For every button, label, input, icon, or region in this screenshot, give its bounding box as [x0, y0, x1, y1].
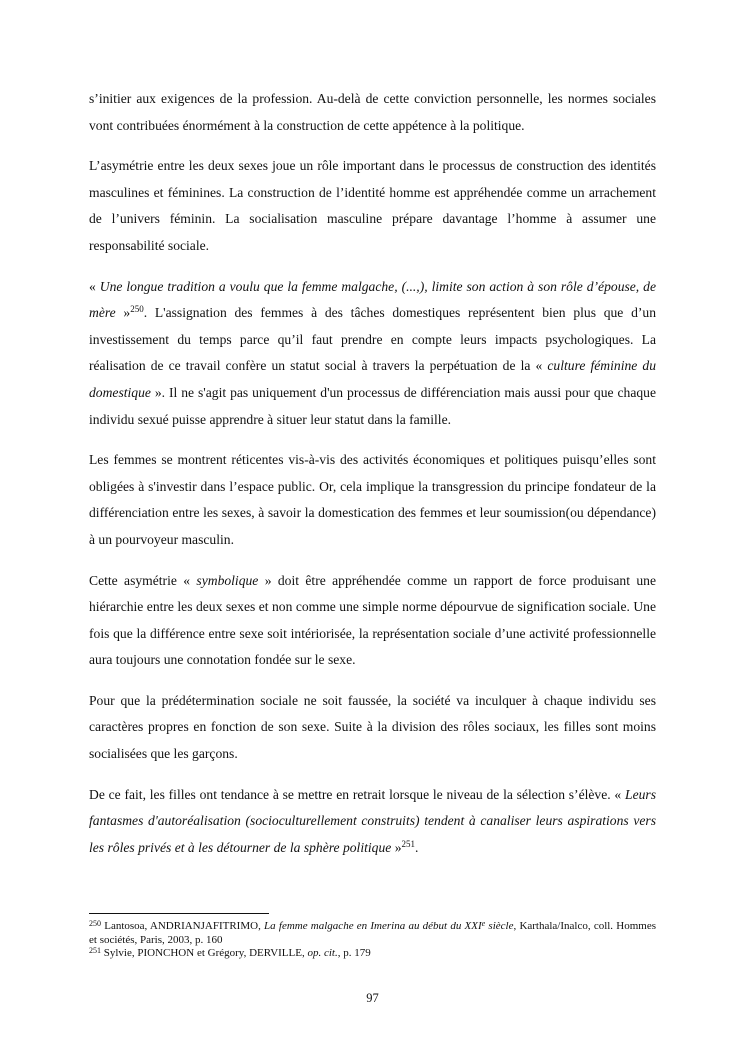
paragraph-7-text-a: De ce fait, les filles ont tendance à se mettre en retrait lorsque le niveau de la sélection s’élève. «	[89, 786, 626, 802]
quotation-italic: Une longue tradition a voulu que la femme malgache, (...,), limite son action à son rôle d’épouse, de mère	[89, 278, 656, 321]
footnote-title: op. cit.	[307, 947, 338, 959]
paragraph-5-text-a: Cette asymétrie «	[89, 572, 197, 588]
footnote-250	[89, 920, 656, 947]
quote-open-mark: «	[89, 278, 100, 294]
footnote-title-end: siècle	[485, 920, 514, 932]
footnotes	[89, 920, 656, 961]
paragraph-4	[89, 447, 656, 553]
footnote-title: La femme malgache en Imerina au début du XXI	[264, 920, 482, 932]
quote-close-mark: »	[115, 305, 131, 321]
paragraph-6-text: Pour que la prédétermination sociale ne soit faussée, la société va inculquer à chaque individu ses caractères propres en fonction de son sexe. Suite à la division des rôles sociaux, les filles sont moins socialisées que les garçons.	[89, 692, 656, 762]
footnote-details: , Karthala/Inalco, coll. Hommes et sociétés, Paris, 2003, p. 160	[89, 920, 656, 946]
italic-term: culture féminine du domestique	[89, 358, 656, 400]
italic-term: symbolique	[196, 572, 259, 588]
quote-close-mark: »	[391, 839, 402, 855]
footnote-number: 251	[89, 946, 101, 955]
paragraph-2-text: L’asymétrie entre les deux sexes joue un rôle important dans le processus de construction des identités masculines et féminines. La construction de l’identité homme est appréhendée comme un arrachement de l’univers féminin. La socialisation masculine prépare davantage l’homme à assumer une responsabilité sociale.	[89, 158, 656, 253]
paragraph-3-text-a: . L'assignation des femmes à des tâches domestiques représentent bien plus que d’un investissement du temps parce qu’il faut prendre en compte leurs impacts psychologiques. La réalisation de ce travail confère un statut social à travers la perpétuation de la «	[89, 305, 656, 374]
paragraph-4-text: Les femmes se montrent réticentes vis-à-vis des activités économiques et politiques puisqu’elles sont obligées à s'investir dans l’espace public. Or, cela implique la transgression du principe fondateur de la différenciation entre les sexes, à savoir la domestication des femmes et leur soumission(ou dépendance) à un pourvoyeur masculin.	[89, 452, 656, 547]
footnote-ref-251[interactable]: 251	[401, 838, 415, 849]
paragraph-3	[89, 274, 656, 434]
footnote-author: Lantosoa, ANDRIANJAFITRIMO,	[101, 920, 265, 932]
footnote-title-superscript: e	[481, 919, 486, 928]
quotation-italic: Leurs fantasmes d'autoréalisation (socioculturellement construits) tendent à canaliser leurs aspirations vers les rôles privés et à les détourner de la sphère politique	[89, 786, 656, 855]
footnote-number: 250	[89, 919, 101, 928]
footnote-author: Sylvie, PIONCHON et Grégory, DERVILLE,	[101, 947, 308, 959]
paragraph-7-text-b: .	[415, 839, 419, 855]
footnote-251	[89, 947, 656, 961]
paragraph-7	[89, 782, 656, 862]
main-text	[89, 86, 656, 861]
paragraph-5-text-b: » doit être appréhendée comme un rapport de force produisant une hiérarchie entre les deux sexes et non comme une simple norme dépourvue de signification sociale. Une fois que la différence entre sexe soit intériorisée, la représentation sociale d’une activité professionnelle aura toujours une connotation fondée sur le sexe.	[89, 572, 656, 668]
footnote-separator	[89, 913, 269, 914]
paragraph-6	[89, 688, 656, 768]
paragraph-1	[89, 86, 656, 139]
paragraph-1-text: s’initier aux exigences de la profession. Au-delà de cette conviction personnelle, les normes sociales vont contribuées énormément à la construction de cette appétence à la politique.	[89, 91, 656, 133]
footnote-details: , p. 179	[337, 947, 371, 959]
paragraph-2	[89, 153, 656, 259]
paragraph-3-text-b: ». Il ne s'agit pas uniquement d'un processus de différenciation mais aussi pour que chaque individu sexué puisse apprendre à situer leur statut dans la famille.	[89, 384, 656, 427]
paragraph-5	[89, 568, 656, 674]
footnote-ref-250[interactable]: 250	[130, 304, 144, 315]
page-number: 97	[366, 991, 379, 1005]
